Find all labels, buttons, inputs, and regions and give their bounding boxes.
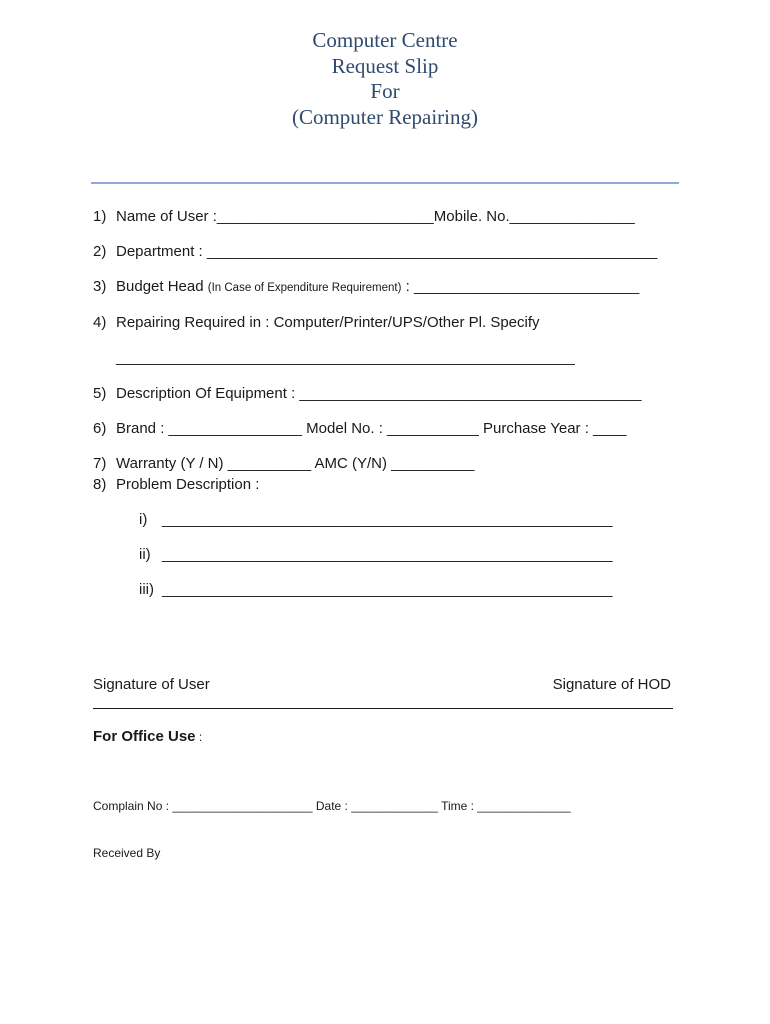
field-name-mobile[interactable]	[93, 208, 635, 226]
item-text: Brand : ________________ Model No. : ___________ Purchase Year : ____	[116, 420, 627, 437]
budget-head-blank: : ___________________________	[401, 278, 640, 295]
item-number: 3)	[93, 278, 107, 295]
title-line-4: (Computer Repairing)	[291, 104, 479, 129]
signature-divider	[93, 708, 673, 709]
office-use-heading	[93, 728, 202, 745]
field-department[interactable]	[93, 243, 657, 261]
item-number: 8)	[93, 476, 107, 493]
complain-date-time-row[interactable]: Complain No : _____________________ Date : _____________ Time : ______________	[93, 799, 571, 813]
title-line-1: Computer Centre	[312, 28, 458, 52]
item-text: Description Of Equipment : _________________________________________	[116, 385, 642, 402]
problem-number: ii)	[139, 546, 151, 563]
problem-line-1[interactable]	[139, 511, 612, 529]
field-problem-description	[93, 476, 259, 494]
field-budget-head[interactable]	[93, 278, 639, 297]
budget-head-note: (In Case of Expenditure Requirement)	[207, 282, 402, 294]
item-number: 2)	[93, 243, 107, 260]
problem-number: iii)	[139, 581, 154, 598]
problem-blank: ______________________________________________________	[162, 511, 613, 528]
item-number: 6)	[93, 420, 107, 437]
field-repairing-specify-blank[interactable]	[116, 349, 575, 367]
received-by: Received By	[93, 846, 161, 860]
item-text: Warranty (Y / N) __________ AMC (Y/N) __________	[116, 455, 475, 472]
problem-blank: ______________________________________________________	[162, 581, 613, 598]
field-warranty-amc[interactable]	[93, 455, 475, 473]
problem-line-2[interactable]	[139, 546, 612, 564]
problem-line-3[interactable]	[139, 581, 612, 599]
item-text: Name of User :__________________________Mobile. No._______________	[116, 208, 635, 225]
title-line-3: For	[370, 79, 400, 103]
item-number: 4)	[93, 314, 107, 331]
budget-head-label: Budget Head	[116, 278, 204, 295]
office-use-colon: :	[195, 730, 203, 744]
item-text: Repairing Required in : Computer/Printer/UPS/Other Pl. Specify	[116, 314, 540, 331]
field-description-equipment[interactable]	[93, 385, 641, 403]
signature-hod: Signature of HOD	[552, 676, 671, 693]
title-line-2: Request Slip	[331, 53, 439, 78]
item-text: Problem Description :	[116, 476, 260, 493]
office-use-label: For Office Use	[93, 728, 196, 745]
title-divider	[91, 182, 679, 184]
problem-blank: ______________________________________________________	[162, 546, 613, 563]
item-text: Department : ______________________________________________________	[116, 243, 658, 260]
signature-user: Signature of User	[93, 676, 210, 693]
field-repairing-required	[93, 314, 540, 332]
item-number: 5)	[93, 385, 107, 402]
item-number: 1)	[93, 208, 107, 225]
item-text: _______________________________________________________	[116, 349, 575, 366]
item-number: 7)	[93, 455, 107, 472]
problem-number: i)	[139, 511, 148, 528]
form-title	[0, 28, 770, 130]
field-brand-model-year[interactable]	[93, 420, 626, 438]
